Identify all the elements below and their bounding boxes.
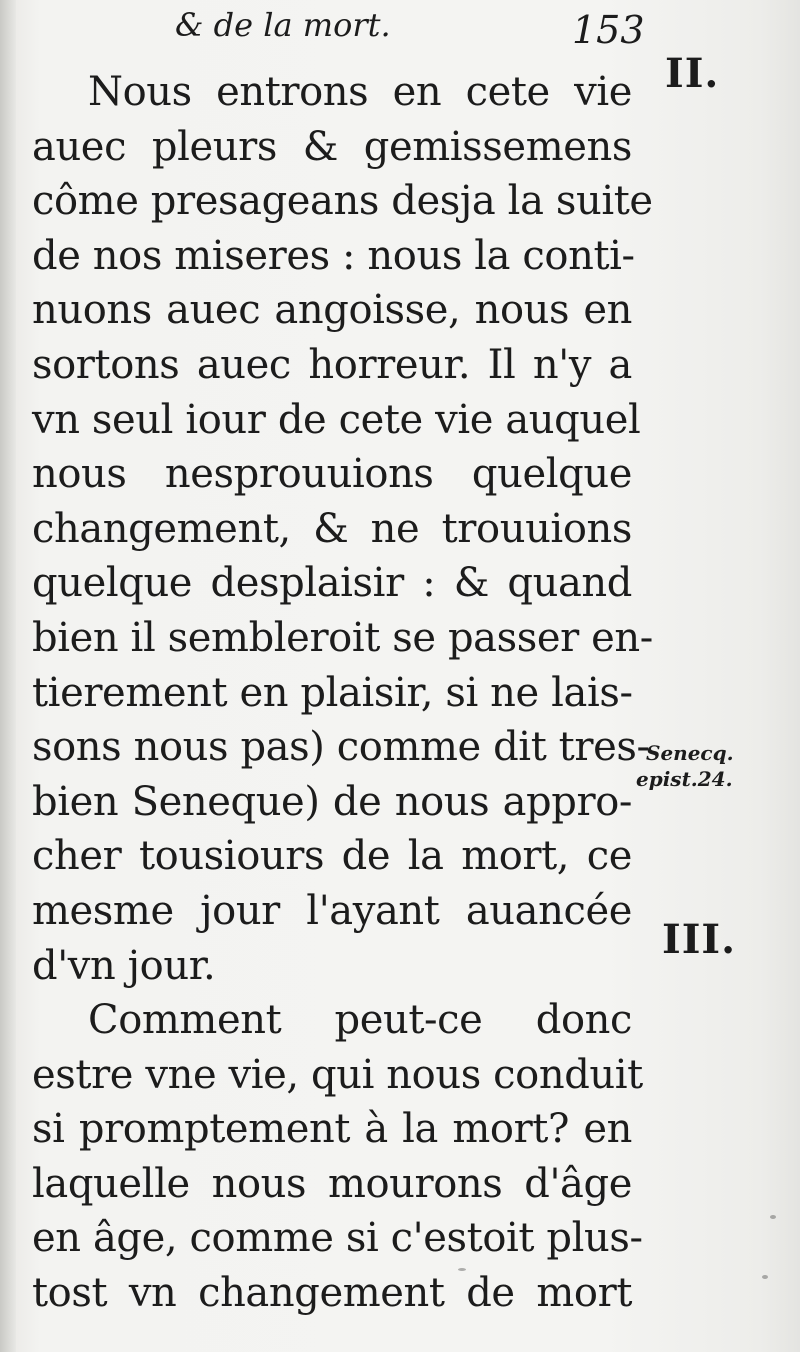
margin-section-number-iii: III.: [662, 916, 737, 963]
text-line: tierement en plaisir, si ne lais-: [32, 669, 633, 716]
page-gutter-shadow: [0, 0, 16, 1352]
text-line: côme presageans desja la suite: [32, 178, 653, 225]
ink-speck: [762, 1275, 768, 1279]
running-title: & de la mort.: [175, 6, 391, 44]
text-line: sortons auec horreur. Il n'y a: [32, 341, 632, 388]
text-line: changement, & ne trouuions: [32, 505, 632, 552]
text-line: d'vn jour.: [32, 942, 216, 989]
ink-speck: [458, 1268, 466, 1271]
ink-speck: [770, 1215, 776, 1219]
text-line: vn seul iour de cete vie auquel: [32, 396, 641, 443]
marginal-note-line: Senecq.: [646, 741, 734, 765]
text-line: auec pleurs & gemissemens: [32, 123, 632, 170]
text-line: de nos miseres : nous la conti-: [32, 232, 635, 279]
text-line: bien il sembleroit se passer en-: [32, 614, 653, 661]
text-line: mesme jour l'ayant auancée: [32, 887, 632, 934]
text-line: Comment peut-ce donc: [88, 997, 632, 1044]
text-line: sons nous pas) comme dit tres-: [32, 724, 650, 771]
text-line: tost vn changement de mort: [32, 1270, 632, 1317]
text-line: cher tousiours de la mort, ce: [32, 833, 632, 880]
body-text: [32, 65, 653, 1321]
text-line: Nous entrons en cete vie: [88, 69, 632, 115]
text-line: quelque desplaisir : & quand: [32, 560, 632, 607]
marginal-citation-note: [636, 740, 734, 792]
page-number: 153: [572, 8, 645, 52]
marginal-note-line: epist.24.: [636, 767, 733, 791]
text-line: estre vne vie, qui nous conduit: [32, 1051, 643, 1098]
text-line: nuons auec angoisse, nous en: [32, 287, 632, 334]
margin-section-number-ii: II.: [665, 50, 720, 97]
text-line: nous nesprouuions quelque: [32, 451, 632, 498]
text-line: si promptement à la mort? en: [32, 1106, 632, 1153]
text-line: en âge, comme si c'estoit plus-: [32, 1215, 643, 1262]
text-line: laquelle nous mourons d'âge: [32, 1160, 632, 1207]
text-line: bien Seneque) de nous appro-: [32, 778, 632, 825]
